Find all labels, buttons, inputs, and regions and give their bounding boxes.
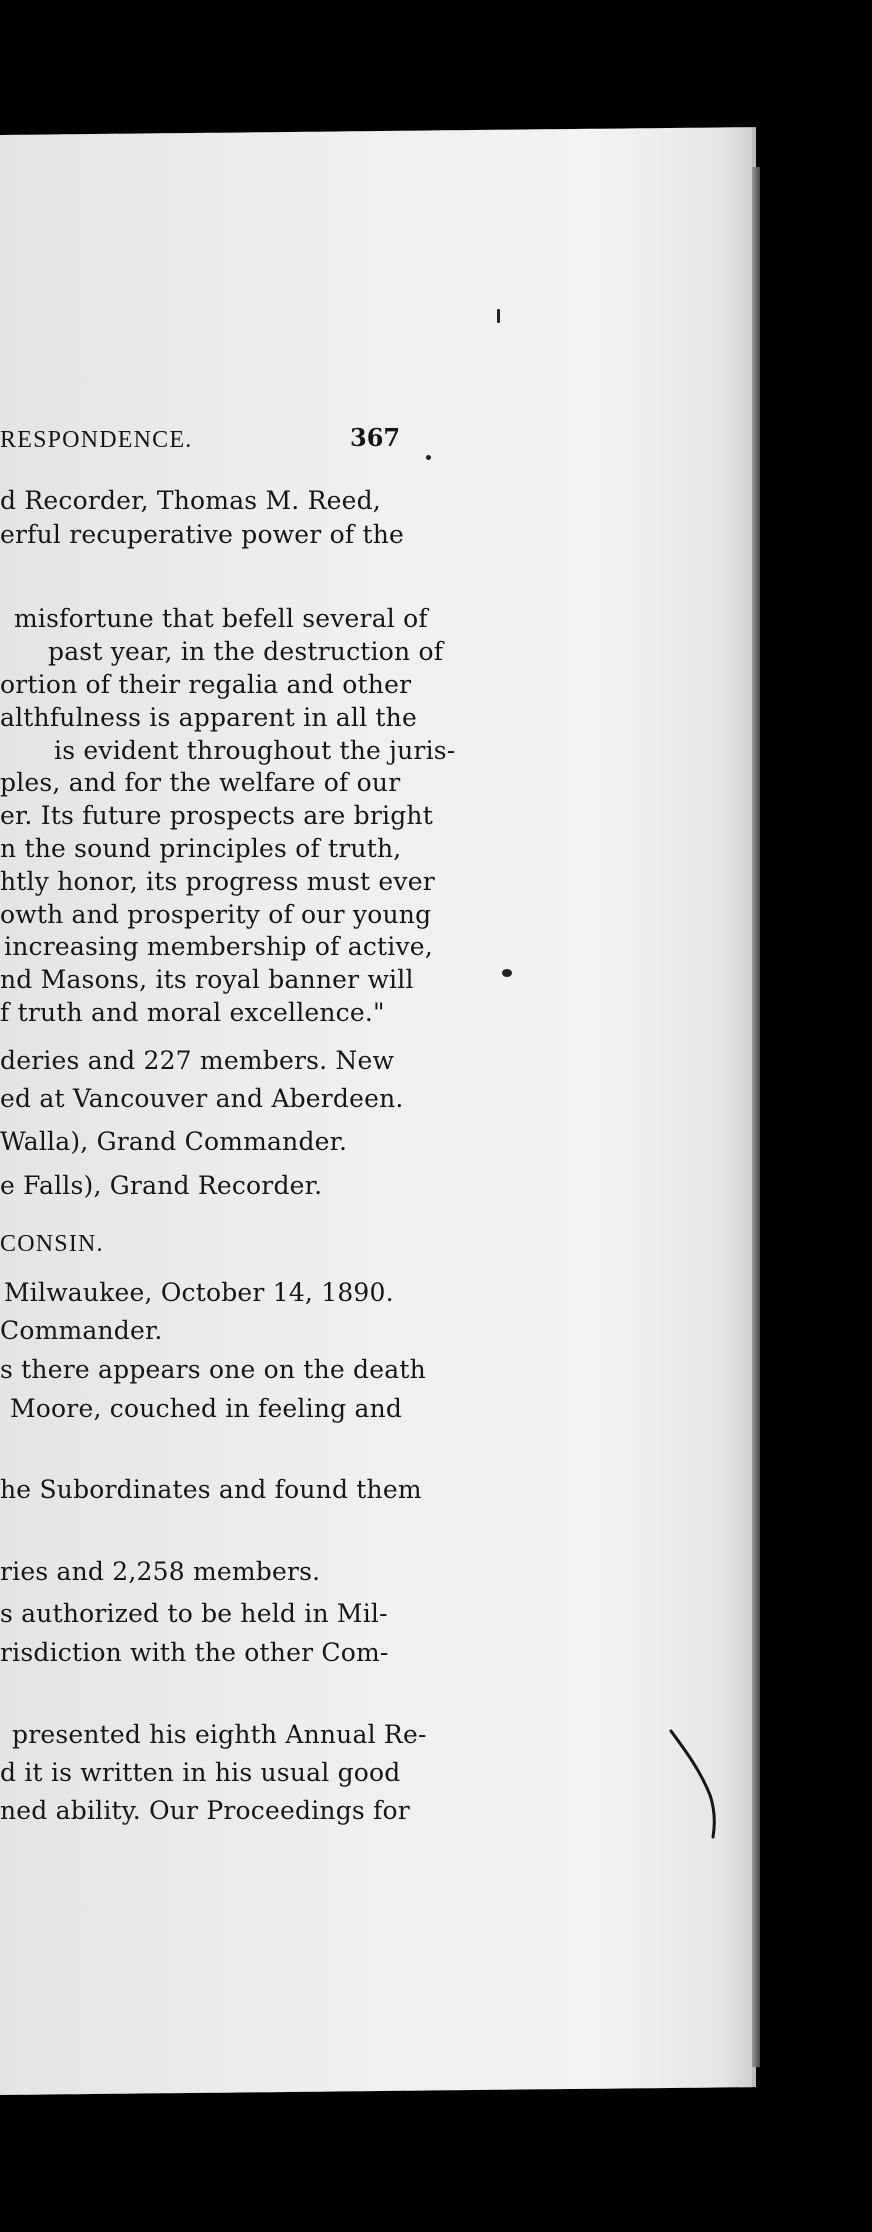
text-line: past year, in the destruction of bbox=[48, 637, 444, 666]
text-line: ned ability. Our Proceedings for bbox=[0, 1796, 410, 1825]
text-line: deries and 227 members. New bbox=[0, 1046, 395, 1075]
ink-speck bbox=[426, 455, 431, 460]
text-line: s there appears one on the death bbox=[0, 1355, 426, 1384]
text-line: ples, and for the welfare of our bbox=[0, 768, 401, 797]
text-line: he Subordinates and found them bbox=[0, 1475, 422, 1504]
running-header: RESPONDENCE. bbox=[0, 427, 193, 453]
text-line: ed at Vancouver and Aberdeen. bbox=[0, 1084, 404, 1113]
ink-speck bbox=[502, 969, 512, 977]
text-line: s authorized to be held in Mil- bbox=[0, 1599, 388, 1628]
text-line: althfulness is apparent in all the bbox=[0, 703, 417, 732]
text-line: d it is written in his usual good bbox=[0, 1758, 401, 1787]
pencil-mark bbox=[665, 1725, 725, 1845]
text-line: Moore, couched in feeling and bbox=[10, 1394, 403, 1423]
text-line: erful recuperative power of the bbox=[0, 520, 404, 549]
page-edge bbox=[752, 167, 760, 2067]
text-line: owth and prosperity of our young bbox=[0, 900, 432, 929]
ink-speck bbox=[497, 309, 500, 323]
text-line: is evident throughout the juris- bbox=[54, 736, 456, 765]
text-line: Milwaukee, October 14, 1890. bbox=[4, 1278, 394, 1307]
text-line: er. Its future prospects are bright bbox=[0, 801, 433, 830]
text-line: misfortune that befell several of bbox=[14, 604, 428, 633]
text-line: Walla), Grand Commander. bbox=[0, 1127, 348, 1156]
text-line: f truth and moral excellence." bbox=[0, 998, 385, 1027]
text-line: increasing membership of active, bbox=[4, 932, 433, 961]
text-line: risdiction with the other Com- bbox=[0, 1638, 389, 1667]
text-line: ortion of their regalia and other bbox=[0, 670, 412, 699]
text-line: n the sound principles of truth, bbox=[0, 834, 402, 863]
text-line: nd Masons, its royal banner will bbox=[0, 965, 414, 994]
text-line: d Recorder, Thomas M. Reed, bbox=[0, 486, 381, 515]
text-line: ries and 2,258 members. bbox=[0, 1557, 321, 1586]
text-line: presented his eighth Annual Re- bbox=[12, 1720, 427, 1749]
section-heading: CONSIN. bbox=[0, 1231, 104, 1257]
text-line: htly honor, its progress must ever bbox=[0, 867, 435, 896]
text-line: Commander. bbox=[0, 1316, 163, 1345]
page-number: 367 bbox=[350, 423, 401, 452]
text-line: e Falls), Grand Recorder. bbox=[0, 1171, 323, 1200]
